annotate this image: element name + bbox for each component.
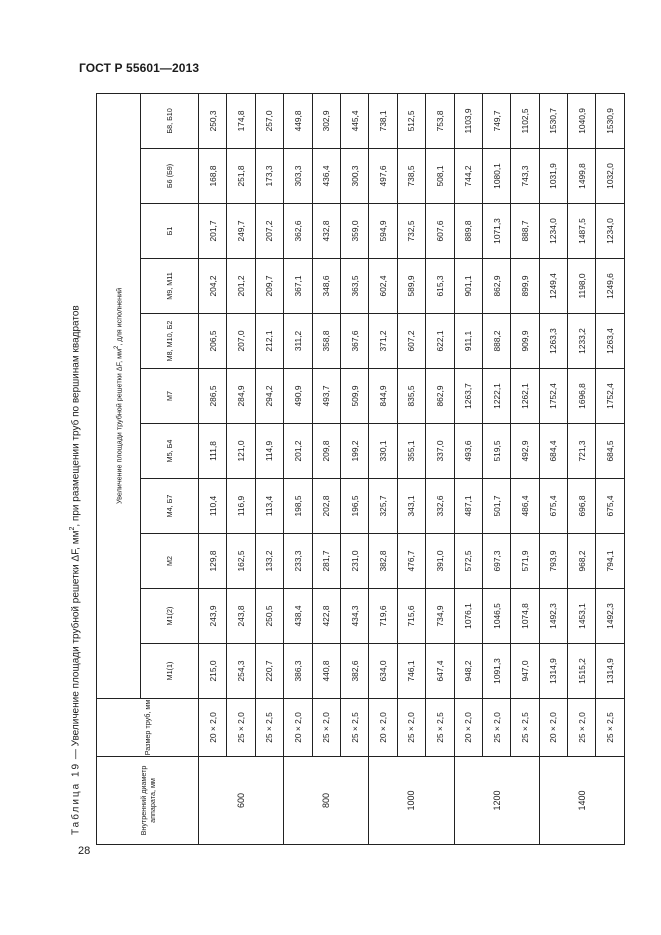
value-cell: 284,9 [227, 369, 255, 424]
table-caption [69, 95, 89, 835]
value-cell: 243,8 [227, 589, 255, 644]
value-cell: 325,7 [369, 479, 397, 534]
value-cell: 1076,1 [454, 589, 482, 644]
size-cell: 25 × 2,0 [227, 699, 255, 757]
size-cell: 25 × 2,0 [397, 699, 425, 757]
value-cell: 749,7 [482, 93, 510, 148]
size-cell: 25 × 2,5 [340, 699, 368, 757]
value-cell: 196,5 [340, 479, 368, 534]
value-cell: 696,8 [568, 479, 596, 534]
value-cell: 355,1 [397, 424, 425, 479]
value-cell: 684,5 [596, 424, 625, 479]
value-cell: 348,6 [312, 259, 340, 314]
value-cell: 738,1 [369, 93, 397, 148]
value-cell: 509,9 [340, 369, 368, 424]
value-cell: 209,7 [255, 259, 283, 314]
value-cell: 594,9 [369, 204, 397, 259]
value-cell: 1102,5 [511, 93, 539, 148]
value-cell: 129,8 [199, 534, 227, 589]
value-cell: 794,1 [596, 534, 625, 589]
value-cell: 487,1 [454, 479, 482, 534]
variant-header: М2 [141, 534, 199, 589]
value-cell: 113,4 [255, 479, 283, 534]
value-cell: 844,9 [369, 369, 397, 424]
variant-header: Б8, Б10 [141, 93, 199, 148]
value-cell: 1492,3 [539, 589, 567, 644]
value-cell: 519,5 [482, 424, 510, 479]
value-cell: 675,4 [539, 479, 567, 534]
value-cell: 133,2 [255, 534, 283, 589]
value-cell: 1314,9 [539, 644, 567, 699]
value-cell: 715,6 [397, 589, 425, 644]
span-header-sup: 2 [113, 345, 120, 349]
value-cell: 1234,0 [596, 204, 625, 259]
size-cell: 25 × 2,0 [568, 699, 596, 757]
value-cell: 909,9 [511, 314, 539, 369]
value-cell: 1487,5 [568, 204, 596, 259]
value-cell: 1233,2 [568, 314, 596, 369]
table-row [568, 93, 596, 844]
col-header-span [97, 93, 141, 698]
value-cell: 1515,2 [568, 644, 596, 699]
value-cell: 198,5 [284, 479, 312, 534]
value-cell: 732,5 [397, 204, 425, 259]
value-cell: 1074,8 [511, 589, 539, 644]
size-cell: 20 × 2,0 [539, 699, 567, 757]
value-cell: 233,3 [284, 534, 312, 589]
table-row [511, 93, 539, 844]
value-cell: 367,6 [340, 314, 368, 369]
value-cell: 493,7 [312, 369, 340, 424]
value-cell: 251,8 [227, 149, 255, 204]
value-cell: 201,2 [284, 424, 312, 479]
diameter-cell: 1200 [454, 757, 539, 845]
caption-sup: 2 [69, 526, 76, 531]
value-cell: 114,9 [255, 424, 283, 479]
caption-label: Таблица 19 [70, 761, 82, 835]
page-number: 28 [78, 845, 91, 857]
diameter-cell: 1000 [369, 757, 454, 845]
value-cell: 422,8 [312, 589, 340, 644]
value-cell: 476,7 [397, 534, 425, 589]
value-cell: 947,0 [511, 644, 539, 699]
table-row [340, 93, 368, 844]
value-cell: 449,8 [284, 93, 312, 148]
value-cell: 337,0 [426, 424, 454, 479]
value-cell: 434,3 [340, 589, 368, 644]
value-cell: 363,5 [340, 259, 368, 314]
header-row-top [97, 93, 141, 844]
value-cell: 1752,4 [539, 369, 567, 424]
value-cell: 1314,9 [596, 644, 625, 699]
value-cell: 1249,6 [596, 259, 625, 314]
value-cell: 199,2 [340, 424, 368, 479]
value-cell: 254,3 [227, 644, 255, 699]
value-cell: 391,0 [426, 534, 454, 589]
value-cell: 647,4 [426, 644, 454, 699]
value-cell: 492,9 [511, 424, 539, 479]
value-cell: 571,9 [511, 534, 539, 589]
size-cell: 25 × 2,0 [312, 699, 340, 757]
variant-header: М7 [141, 369, 199, 424]
value-cell: 209,8 [312, 424, 340, 479]
value-cell: 490,9 [284, 369, 312, 424]
value-cell: 1752,4 [596, 369, 625, 424]
value-cell: 294,2 [255, 369, 283, 424]
table-row [312, 93, 340, 844]
value-cell: 201,7 [199, 204, 227, 259]
value-cell: 168,8 [199, 149, 227, 204]
value-cell: 212,1 [255, 314, 283, 369]
value-cell: 382,8 [369, 534, 397, 589]
value-cell: 330,1 [369, 424, 397, 479]
value-cell: 432,8 [312, 204, 340, 259]
table-row [539, 93, 567, 844]
value-cell: 734,9 [426, 589, 454, 644]
value-cell: 173,3 [255, 149, 283, 204]
value-cell: 753,8 [426, 93, 454, 148]
rotated-table-block [69, 94, 629, 845]
table-row [596, 93, 625, 844]
size-cell: 20 × 2,0 [199, 699, 227, 757]
size-cell: 25 × 2,5 [511, 699, 539, 757]
variant-header: М5, Б4 [141, 424, 199, 479]
value-cell: 602,4 [369, 259, 397, 314]
value-cell: 634,0 [369, 644, 397, 699]
value-cell: 111,8 [199, 424, 227, 479]
variant-header: М1(2) [141, 589, 199, 644]
value-cell: 607,6 [426, 204, 454, 259]
table-row [397, 93, 425, 844]
col-header-size: Размер труб, мм [97, 699, 199, 757]
size-cell: 20 × 2,0 [454, 699, 482, 757]
value-cell: 1530,7 [539, 93, 567, 148]
value-cell: 358,8 [312, 314, 340, 369]
span-header-main: Увеличение площади трубной решетки ΔF, мм [114, 348, 124, 505]
table-row [255, 93, 283, 844]
caption-tail: , при размещении труб по вершинам квадратов [70, 305, 82, 527]
value-cell: 1091,3 [482, 644, 510, 699]
value-cell: 204,2 [199, 259, 227, 314]
value-cell: 207,2 [255, 204, 283, 259]
variant-header: М9, М11 [141, 259, 199, 314]
value-cell: 607,2 [397, 314, 425, 369]
value-cell: 174,8 [227, 93, 255, 148]
value-cell: 440,8 [312, 644, 340, 699]
value-cell: 901,1 [454, 259, 482, 314]
value-cell: 684,4 [539, 424, 567, 479]
value-cell: 231,0 [340, 534, 368, 589]
table-row [227, 93, 255, 844]
value-cell: 675,4 [596, 479, 625, 534]
size-cell: 25 × 2,5 [426, 699, 454, 757]
value-cell: 486,4 [511, 479, 539, 534]
value-cell: 220,7 [255, 644, 283, 699]
value-cell: 1530,9 [596, 93, 625, 148]
value-cell: 1453,1 [568, 589, 596, 644]
value-cell: 888,7 [511, 204, 539, 259]
value-cell: 743,3 [511, 149, 539, 204]
value-cell: 899,9 [511, 259, 539, 314]
col-header-diameter: Внутренний диаметр аппарата, мм [97, 757, 199, 845]
diameter-cell: 800 [284, 757, 369, 845]
value-cell: 367,1 [284, 259, 312, 314]
value-cell: 746,1 [397, 644, 425, 699]
value-cell: 162,5 [227, 534, 255, 589]
value-cell: 281,7 [312, 534, 340, 589]
span-header-tail: , для исполнений [114, 287, 124, 346]
value-cell: 1263,3 [539, 314, 567, 369]
value-cell: 121,0 [227, 424, 255, 479]
value-cell: 1499,8 [568, 149, 596, 204]
table-row [454, 93, 482, 844]
value-cell: 622,1 [426, 314, 454, 369]
diameter-cell: 600 [199, 757, 284, 845]
value-cell: 243,9 [199, 589, 227, 644]
value-cell: 493,6 [454, 424, 482, 479]
size-cell: 25 × 2,0 [482, 699, 510, 757]
value-cell: 501,7 [482, 479, 510, 534]
value-cell: 215,0 [199, 644, 227, 699]
size-cell: 25 × 2,5 [596, 699, 625, 757]
value-cell: 1080,1 [482, 149, 510, 204]
value-cell: 207,0 [227, 314, 255, 369]
variant-header: М4, Б7 [141, 479, 199, 534]
value-cell: 311,2 [284, 314, 312, 369]
value-cell: 286,5 [199, 369, 227, 424]
value-cell: 249,7 [227, 204, 255, 259]
value-cell: 250,3 [199, 93, 227, 148]
value-cell: 445,4 [340, 93, 368, 148]
value-cell: 116,9 [227, 479, 255, 534]
value-cell: 201,2 [227, 259, 255, 314]
table-row [284, 93, 312, 844]
document-header: ГОСТ Р 55601—2013 [79, 61, 200, 75]
value-cell: 206,5 [199, 314, 227, 369]
value-cell: 744,2 [454, 149, 482, 204]
variant-header: Б6 (Б9) [141, 149, 199, 204]
caption-text: — Увеличение площади трубной решетки ΔF, мм [70, 530, 82, 762]
value-cell: 362,6 [284, 204, 312, 259]
value-cell: 250,5 [255, 589, 283, 644]
value-cell: 1040,9 [568, 93, 596, 148]
diameter-cell: 1400 [539, 757, 624, 845]
size-cell: 20 × 2,0 [284, 699, 312, 757]
value-cell: 1263,4 [596, 314, 625, 369]
data-table [96, 93, 625, 845]
size-cell: 20 × 2,0 [369, 699, 397, 757]
value-cell: 303,3 [284, 149, 312, 204]
value-cell: 948,2 [454, 644, 482, 699]
value-cell: 572,5 [454, 534, 482, 589]
value-cell: 1234,0 [539, 204, 567, 259]
table-row [426, 93, 454, 844]
table-row [369, 93, 397, 844]
value-cell: 382,6 [340, 644, 368, 699]
value-cell: 343,1 [397, 479, 425, 534]
value-cell: 1263,7 [454, 369, 482, 424]
value-cell: 615,3 [426, 259, 454, 314]
value-cell: 438,4 [284, 589, 312, 644]
variant-header: М1(1) [141, 644, 199, 699]
value-cell: 371,2 [369, 314, 397, 369]
value-cell: 719,6 [369, 589, 397, 644]
value-cell: 436,4 [312, 149, 340, 204]
variant-header: М8, М10, Б2 [141, 314, 199, 369]
value-cell: 359,0 [340, 204, 368, 259]
value-cell: 497,6 [369, 149, 397, 204]
value-cell: 1262,1 [511, 369, 539, 424]
value-cell: 721,3 [568, 424, 596, 479]
value-cell: 888,2 [482, 314, 510, 369]
value-cell: 1032,0 [596, 149, 625, 204]
value-cell: 257,0 [255, 93, 283, 148]
value-cell: 202,8 [312, 479, 340, 534]
value-cell: 1031,9 [539, 149, 567, 204]
value-cell: 911,1 [454, 314, 482, 369]
value-cell: 835,5 [397, 369, 425, 424]
value-cell: 1071,3 [482, 204, 510, 259]
value-cell: 508,1 [426, 149, 454, 204]
value-cell: 889,8 [454, 204, 482, 259]
value-cell: 589,9 [397, 259, 425, 314]
value-cell: 862,9 [426, 369, 454, 424]
value-cell: 793,9 [539, 534, 567, 589]
value-cell: 1492,3 [596, 589, 625, 644]
value-cell: 968,2 [568, 534, 596, 589]
value-cell: 332,6 [426, 479, 454, 534]
value-cell: 1103,9 [454, 93, 482, 148]
value-cell: 512,5 [397, 93, 425, 148]
value-cell: 1249,4 [539, 259, 567, 314]
table-row [199, 93, 227, 844]
size-cell: 25 × 2,5 [255, 699, 283, 757]
value-cell: 1198,0 [568, 259, 596, 314]
value-cell: 1046,5 [482, 589, 510, 644]
value-cell: 110,4 [199, 479, 227, 534]
variant-header: Б1 [141, 204, 199, 259]
value-cell: 386,3 [284, 644, 312, 699]
value-cell: 300,3 [340, 149, 368, 204]
table-row [482, 93, 510, 844]
value-cell: 738,5 [397, 149, 425, 204]
value-cell: 1696,8 [568, 369, 596, 424]
value-cell: 302,9 [312, 93, 340, 148]
value-cell: 1222,1 [482, 369, 510, 424]
value-cell: 697,3 [482, 534, 510, 589]
value-cell: 862,9 [482, 259, 510, 314]
